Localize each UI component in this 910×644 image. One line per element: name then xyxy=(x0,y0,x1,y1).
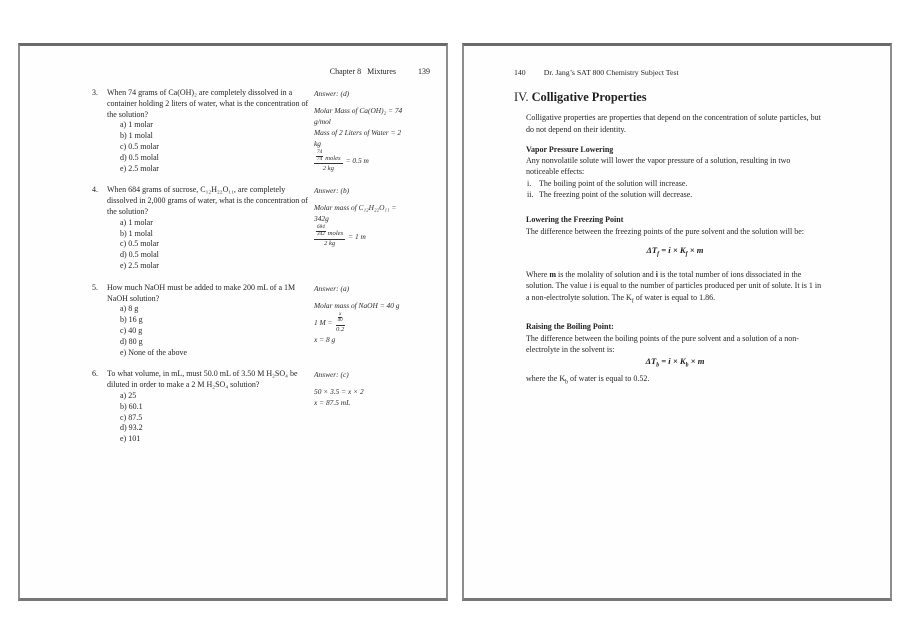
list-marker: i. xyxy=(527,178,532,188)
answer-choice-e: e) 101 xyxy=(120,434,141,444)
freezing-point-section xyxy=(526,214,824,307)
right-page xyxy=(462,43,892,601)
question-block xyxy=(107,283,313,359)
freezing-point-formula: $\Delta T_f = i \times K_f \times m$ xyxy=(646,244,704,258)
question-number: 3. xyxy=(92,88,98,97)
question-text: When 684 grams of sucrose, C₁₂H₂₂O₁₁, are completely dissolved in 2,000 grams of water, what is the concentration of the solution? xyxy=(107,185,308,216)
boiling-point-section xyxy=(526,321,824,389)
subsection-body: The difference between the boiling points of the pure solvent and a solution of a non-electrolyte in the solvent is: xyxy=(526,333,799,355)
answer-choice-a: a) 8 g xyxy=(120,304,139,314)
answer-choice-b: b) 16 g xyxy=(120,315,143,325)
fraction-result: = 1 m xyxy=(348,231,366,241)
answer-label: Answer: (b) xyxy=(314,186,350,196)
answer-work-line: kg xyxy=(314,139,321,148)
list-marker: ii. xyxy=(527,190,534,200)
answer-column xyxy=(314,283,446,345)
answer-choice-a: a) 25 xyxy=(120,390,137,400)
fraction-unit: moles xyxy=(327,230,344,238)
answer-choice-c: c) 0.5 molar xyxy=(120,239,159,249)
answer-choice-a: a) 1 molar xyxy=(120,120,153,130)
fraction-result: = 0.5 m xyxy=(345,156,369,166)
answer-choice-b: b) 1 molal xyxy=(120,228,153,238)
answer-choice-d: d) 0.5 molal xyxy=(120,250,159,260)
question-item-3 xyxy=(20,88,446,174)
answer-choice-e: e) 2.5 molar xyxy=(120,260,159,270)
answer-fraction-equation xyxy=(314,150,446,172)
answer-choice-c: c) 0.5 molar xyxy=(120,141,159,151)
chapter-section-label: Mixtures xyxy=(367,67,396,76)
answer-work-line: g/mol xyxy=(314,117,331,126)
left-page-number: 139 xyxy=(418,67,430,76)
section-heading xyxy=(514,90,890,104)
subsection-body: The difference between the freezing points of the pure solvent and the solution will be: xyxy=(526,226,804,236)
fraction: 74 74 moles 2 kg xyxy=(314,150,343,172)
fraction: x 40 0.2 xyxy=(336,310,345,334)
answer-label: Answer: (c) xyxy=(314,370,349,380)
answer-column xyxy=(314,185,446,247)
answer-work-line: Molar mass of NaOH = 40 g xyxy=(314,300,400,310)
list-text: The freezing point of the solution will decrease. xyxy=(539,190,693,200)
question-text: When 74 grams of Ca(OH)₂ are completely dissolved in a container holding 2 liters of water, what is the concentration of the solution? xyxy=(107,88,309,119)
question-list xyxy=(20,88,446,456)
question-item-6 xyxy=(20,369,446,445)
subsection-explanation: Where m is the molality of solution and i is the total number of ions dissociated in the solution. The value i is equal to the number of particles produced per unit of solute. It is 1 in a non-electrolyte solution. The $K_f$ of water is equal to 1.86. xyxy=(526,269,822,305)
answer-choice-d: d) 93.2 xyxy=(120,423,143,433)
answer-choice-d: d) 0.5 molal xyxy=(120,152,159,162)
effect-item-1 xyxy=(526,178,824,189)
answer-work-line: Molar Mass of Ca(OH)₂ = 74 xyxy=(314,106,403,115)
question-number: 4. xyxy=(92,185,98,195)
question-number: 5. xyxy=(92,282,98,292)
fraction: 684 342 moles 2 kg xyxy=(314,225,345,247)
answer-work-line: 50 × 3.5 = x × 2 xyxy=(314,387,364,397)
right-page-header xyxy=(514,67,890,78)
subsection-heading: Lowering the Freezing Point xyxy=(526,215,624,225)
answer-work-line: 342g xyxy=(314,214,329,224)
section-title: Colligative Properties xyxy=(531,90,647,105)
answer-fraction-equation xyxy=(314,225,446,247)
answer-work-line: x = 87.5 mL xyxy=(314,398,351,408)
question-block xyxy=(107,185,313,271)
subsection-body: Any nonvolatile solute will lower the vapor pressure of a solution, resulting in two noticeable effects: xyxy=(526,156,791,177)
subsection-explanation: where the $K_b$ of water is equal to 0.52. xyxy=(526,374,650,386)
answer-choice-e: e) 2.5 molar xyxy=(120,163,159,173)
section-roman-numeral: IV. xyxy=(514,90,529,105)
chapter-label: Chapter 8 xyxy=(329,67,362,76)
answer-choice-a: a) 1 molar xyxy=(120,217,153,227)
answer-column xyxy=(314,369,446,408)
left-page xyxy=(18,43,448,601)
equation-prefix: 1 M = xyxy=(314,318,333,328)
subsection-heading: Raising the Boiling Point: xyxy=(526,322,614,332)
nested-fraction: x 40 xyxy=(337,310,343,324)
answer-column xyxy=(314,88,446,172)
subsection-heading: Vapor Pressure Lowering xyxy=(526,144,614,154)
answer-choice-b: b) 1 molal xyxy=(120,131,153,141)
list-text: The boiling point of the solution will increase. xyxy=(539,178,688,188)
answer-label: Answer: (d) xyxy=(314,89,350,98)
right-page-content xyxy=(464,46,890,389)
fraction-unit: moles xyxy=(325,154,341,162)
question-number: 6. xyxy=(92,369,98,379)
answer-work-line: Molar mass of C₁₂H₂₂O₁₁ = xyxy=(314,203,397,213)
answer-fraction-equation xyxy=(314,312,446,334)
question-block xyxy=(107,369,313,445)
question-block xyxy=(107,88,313,174)
answer-choice-c: c) 40 g xyxy=(120,325,143,335)
question-item-5 xyxy=(20,283,446,359)
book-title: Dr. Jang’s SAT 800 Chemistry Subject Test xyxy=(543,68,679,77)
question-text: How much NaOH must be added to make 200 mL of a 1M NaOH solution? xyxy=(107,282,296,303)
answer-choice-e: e) None of the above xyxy=(120,347,188,357)
nested-fraction: 74 74 xyxy=(317,149,323,162)
question-text: To what volume, in mL, must 50.0 mL of 3.50 M H₂SO₄ be diluted in order to make a 2 M H₂SO₄ solution? xyxy=(107,369,298,390)
answer-choice-b: b) 60.1 xyxy=(120,401,143,411)
answer-choice-d: d) 80 g xyxy=(120,336,143,346)
vapor-pressure-section xyxy=(526,144,824,200)
effect-item-2 xyxy=(526,189,824,200)
answer-result-line: x = 8 g xyxy=(314,334,336,344)
boiling-point-formula: $\Delta T_b = i \times K_b \times m$ xyxy=(645,356,705,370)
answer-choice-c: c) 87.5 xyxy=(120,412,143,422)
answer-label: Answer: (a) xyxy=(314,283,350,293)
question-item-4 xyxy=(20,185,446,271)
answer-work-line: Mass of 2 Liters of Water = 2 xyxy=(314,128,402,137)
right-page-number: 140 xyxy=(514,68,526,77)
left-page-header xyxy=(330,67,430,76)
nested-fraction: 684 342 xyxy=(317,224,325,237)
section-intro: Colligative properties are properties that depend on the concentration of solute particles, but do not depend on their identity. xyxy=(526,113,821,134)
